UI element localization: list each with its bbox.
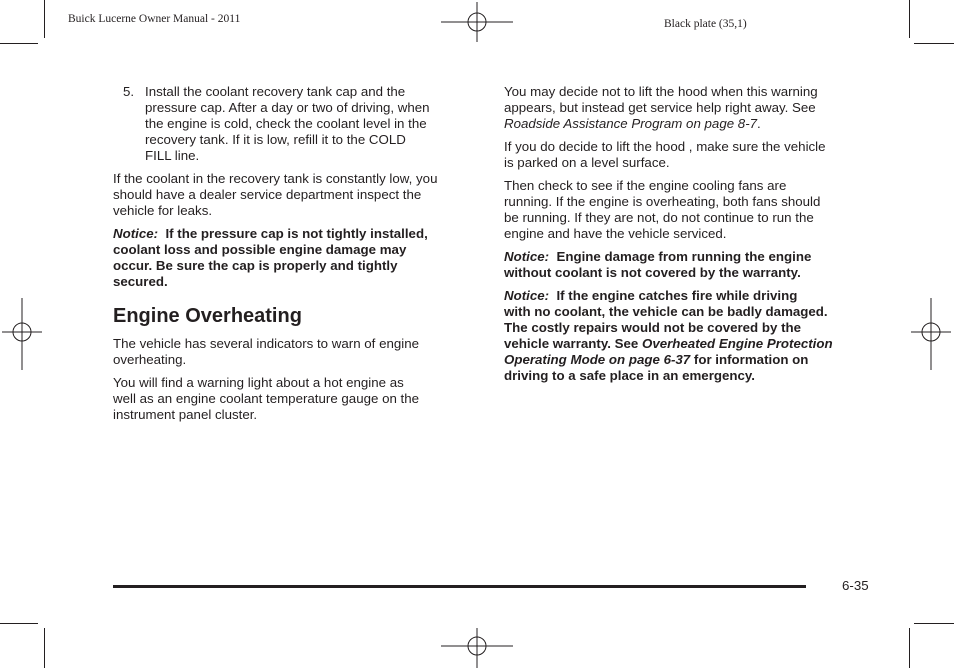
para-line: engine and have the vehicle serviced.	[504, 226, 727, 241]
step-line: Install the coolant recovery tank cap and the	[145, 84, 406, 99]
indicators-paragraph	[113, 336, 478, 368]
step-text	[145, 84, 430, 164]
para-line: is parked on a level surface.	[504, 155, 670, 170]
crop-mark-bottom-left-v	[44, 628, 45, 668]
para-line: well as an engine coolant temperature gauge on the	[113, 391, 420, 406]
step-5	[113, 84, 478, 164]
para-line: appears, but instead get service help right away. See	[504, 100, 816, 115]
para-line: vehicle for leaks.	[113, 203, 213, 218]
crop-mark-bottom-right-v	[909, 628, 910, 668]
notice-label: Notice:	[113, 226, 159, 241]
para-line: If the coolant in the recovery tank is constantly low, you	[113, 171, 438, 186]
notice-line: with no coolant, the vehicle can be badly damaged.	[504, 304, 828, 319]
notice-line: Engine damage from running the engine	[556, 249, 812, 264]
overheated-protection-reference-cont[interactable]: Operating Mode on page 6-37	[504, 352, 691, 367]
para-line: instrument panel cluster.	[113, 407, 258, 422]
para-line: running. If the engine is overheating, both fans should	[504, 194, 821, 209]
notice-line: coolant loss and possible engine damage may	[113, 242, 407, 257]
crop-mark-bottom-left-h	[0, 623, 38, 624]
notice-line: without coolant is not covered by the warranty.	[504, 265, 801, 280]
coolant-low-paragraph	[113, 171, 478, 219]
right-column	[504, 84, 874, 391]
crop-mark-bottom-right-h	[914, 623, 954, 624]
registration-mark-right-icon	[911, 298, 951, 370]
overheated-protection-reference[interactable]: Overheated Engine Protection	[641, 336, 833, 351]
engine-damage-notice	[504, 249, 874, 281]
notice-line: driving to a safe place in an emergency.	[504, 368, 756, 383]
step-line: the engine is cold, check the coolant level in the	[145, 116, 427, 131]
footer-rule	[113, 585, 806, 588]
left-column	[113, 84, 478, 430]
pressure-cap-notice	[113, 226, 478, 290]
registration-mark-bottom-icon	[441, 628, 513, 668]
page-number: 6-35	[842, 578, 869, 593]
running-header-left: Buick Lucerne Owner Manual - 2011	[68, 13, 241, 25]
crop-mark-top-right-v	[909, 0, 910, 38]
para-line: If you do decide to lift the hood , make sure the vehicle	[504, 139, 826, 154]
step-line: FILL line.	[145, 148, 200, 163]
section-heading: Engine Overheating	[113, 305, 302, 327]
step-line: recovery tank. If it is low, refill it to the COLD	[145, 132, 406, 147]
registration-mark-top-icon	[441, 2, 513, 42]
notice-line: If the engine catches fire while driving	[556, 288, 798, 303]
cooling-fans-paragraph	[504, 178, 874, 242]
step-line: pressure cap. After a day or two of driving, when	[145, 100, 430, 115]
notice-label: Notice:	[504, 249, 550, 264]
notice-label: Notice:	[504, 288, 550, 303]
para-line: You will find a warning light about a hot engine as	[113, 375, 404, 390]
registration-mark-left-icon	[2, 298, 42, 370]
step-number: 5.	[123, 84, 135, 99]
warning-light-paragraph	[113, 375, 478, 423]
notice-line: occur. Be sure the cap is properly and tightly	[113, 258, 398, 273]
crop-mark-top-left-v	[44, 0, 45, 38]
para-line: The vehicle has several indicators to warn of engine	[113, 336, 419, 351]
punctuation: .	[757, 116, 761, 131]
running-header-right: Black plate (35,1)	[664, 18, 747, 30]
para-line: be running. If they are not, do not continue to run the	[504, 210, 814, 225]
para-line: should have a dealer service department inspect the	[113, 187, 422, 202]
para-line: overheating.	[113, 352, 187, 367]
lift-hood-paragraph	[504, 139, 874, 171]
roadside-assistance-reference[interactable]: Roadside Assistance Program on page 8-7	[504, 116, 758, 131]
notice-line: for information on	[693, 352, 809, 367]
hood-decision-paragraph	[504, 84, 874, 132]
notice-line: The costly repairs would not be covered by the	[504, 320, 802, 335]
para-line: Then check to see if the engine cooling fans are	[504, 178, 787, 193]
crop-mark-top-left-h	[0, 43, 38, 44]
notice-line: If the pressure cap is not tightly installed,	[165, 226, 428, 241]
para-line: You may decide not to lift the hood when this warning	[504, 84, 818, 99]
engine-fire-notice	[504, 288, 874, 384]
crop-mark-top-right-h	[914, 43, 954, 44]
notice-line: secured.	[113, 274, 168, 289]
notice-line: vehicle warranty. See	[504, 336, 639, 351]
